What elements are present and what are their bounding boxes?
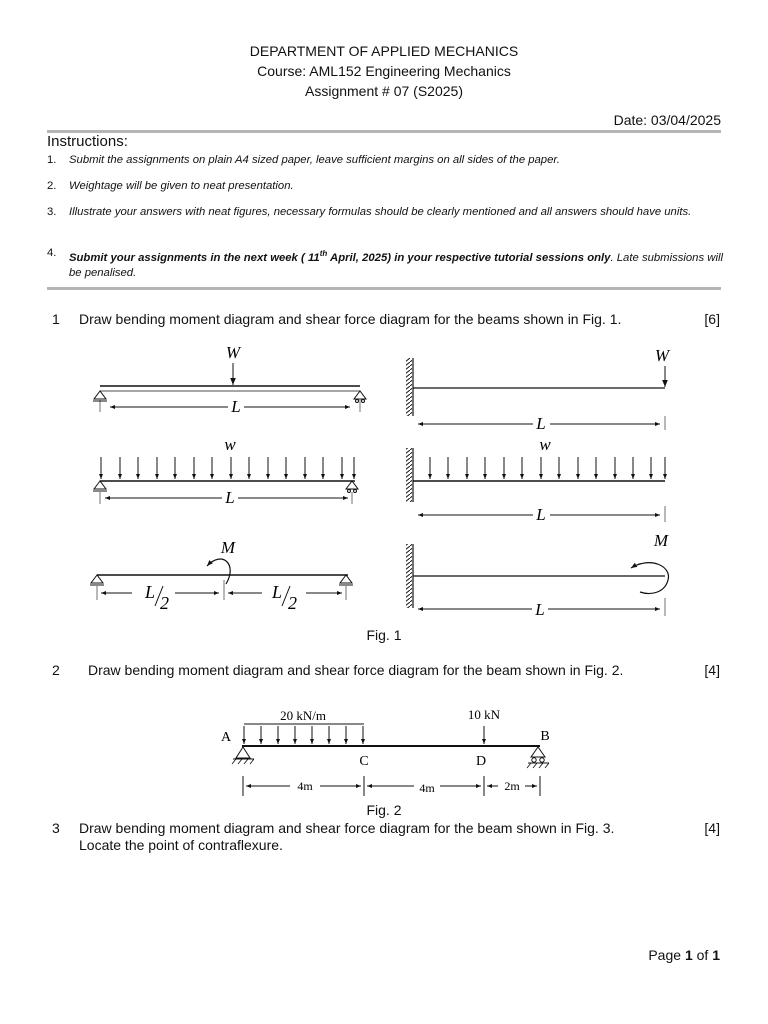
dimension-label: 4m [297, 779, 313, 793]
beam-ss-udl [93, 435, 358, 507]
point-b-label: B [540, 729, 550, 744]
figure-1 [0, 330, 768, 630]
divider-top [47, 130, 721, 133]
instruction-number: 4. [47, 247, 57, 259]
course-title: Course: AML152 Engineering Mechanics [257, 63, 511, 79]
length-label: L [536, 414, 546, 433]
question-text: Draw bending moment diagram and shear force diagram for the beam shown in Fig. 3. [79, 820, 615, 836]
divider-bottom [47, 287, 721, 290]
instruction-bold-a: Submit your assignments in the next week ( 11 [69, 251, 320, 264]
page-of: of [692, 947, 713, 963]
moment-label: M [653, 531, 669, 550]
figure-1-caption: Fig. 1 [366, 627, 402, 643]
moment-label: M [220, 538, 236, 557]
load-label: W [654, 346, 670, 365]
instruction-item [47, 246, 723, 281]
page-number [648, 947, 720, 963]
instruction-number: 1. [47, 154, 57, 166]
question-number: 2 [52, 662, 60, 678]
figure-2 [200, 700, 580, 805]
dimension-label: 2m [504, 779, 520, 793]
instruction-item [47, 153, 723, 168]
half-length-num: L [272, 582, 283, 602]
beam-cantilever-moment [406, 531, 669, 619]
length-label: L [231, 397, 241, 416]
dimension-label: 4m [419, 781, 435, 795]
length-label: L [536, 505, 546, 524]
instruction-text: Weightage will be given to neat presentation. [69, 180, 294, 192]
udl-label: w [224, 435, 236, 454]
instruction-number: 3. [47, 206, 57, 218]
figure-2-caption: Fig. 2 [366, 802, 402, 818]
instruction-sup: th [319, 249, 328, 258]
page-total: 1 [712, 947, 720, 963]
instruction-number: 2. [47, 180, 57, 192]
beam-cantilever-udl [406, 435, 665, 524]
udl-label: w [539, 435, 551, 454]
question-marks: [4] [704, 820, 720, 836]
question-number: 3 [52, 820, 60, 836]
question-marks: [4] [704, 662, 720, 678]
load-label: W [225, 343, 241, 362]
page-current: 1 [684, 947, 693, 963]
half-length-den: 2 [160, 593, 169, 613]
instruction-text: Submit the assignments on plain A4 sized paper, leave sufficient margins on all sides of the paper. [69, 154, 560, 166]
point-d-label: D [475, 754, 487, 769]
beam-ss-moment [90, 538, 353, 613]
point-load-label: 10 kN [467, 707, 501, 722]
point-a-label: A [220, 730, 232, 745]
half-length-den: 2 [288, 593, 297, 613]
instruction-rest: . Late submissions will be penalised. [69, 251, 723, 279]
beam-cantilever-point-load [406, 346, 671, 433]
length-label: L [225, 488, 235, 507]
department-title: DEPARTMENT OF APPLIED MECHANICS [249, 43, 519, 59]
instructions-title: Instructions: [47, 133, 128, 150]
question-text: Draw bending moment diagram and shear force diagram for the beams shown in Fig. 1. [79, 311, 622, 327]
page-prefix: Page [648, 947, 685, 963]
instruction-item [47, 179, 723, 194]
point-c-label: C [359, 754, 369, 769]
instruction-text [69, 246, 723, 281]
question-text: Draw bending moment diagram and shear force diagram for the beam shown in Fig. 2. [88, 662, 624, 678]
question-text-line2: Locate the point of contraflexure. [79, 837, 283, 853]
question-number: 1 [52, 311, 60, 327]
date-label: Date: 03/04/2025 [613, 112, 721, 128]
beam-ss-point-load [93, 343, 366, 416]
assignment-title: Assignment # 07 (S2025) [305, 83, 463, 99]
length-label: L [535, 600, 545, 619]
udl-label: 20 kN/m [280, 708, 326, 723]
instruction-text: Illustrate your answers with neat figures, necessary formulas should be clearly mentioned and all answers should have units. [69, 206, 692, 218]
question-marks: [6] [704, 311, 720, 327]
instruction-bold-b: April, 2025) in your respective tutorial sessions only [327, 251, 611, 264]
instruction-item [47, 205, 723, 220]
half-length-num: L [145, 582, 156, 602]
